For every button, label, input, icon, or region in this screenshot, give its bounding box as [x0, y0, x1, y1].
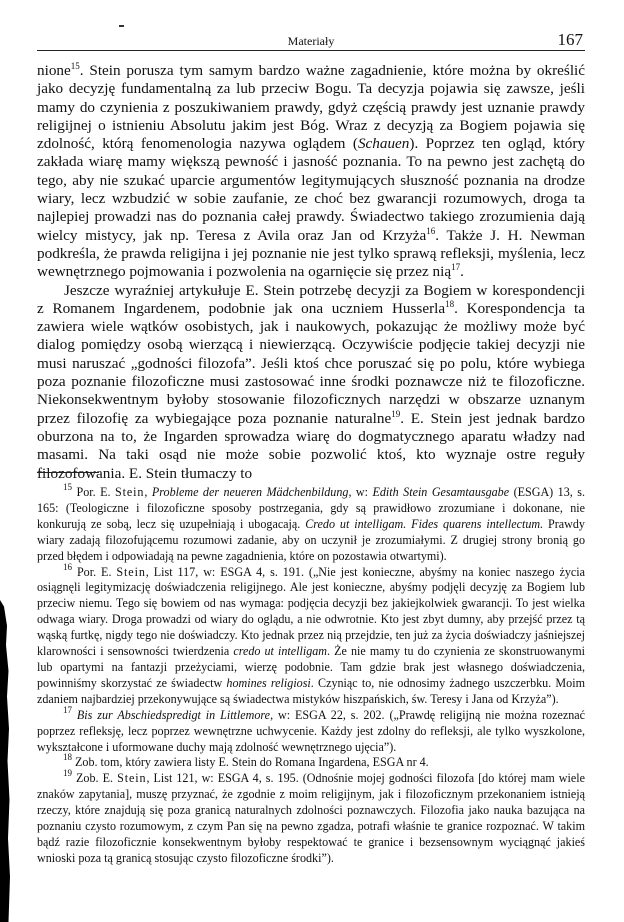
text-run: . Korespondencja ta zawiera wiele wątków osobistych, jak i naukowych, pokazując że możliwy może być dialog pomiędzy osobą wierzącą i niewierzącą. Oczywiście podjęcie takiej decyzji nie musi naruszać „godności filozofa”. Jeśli ktoś chce poruszać się po polu, które wybiega poza poznanie filozoficzne musi zastosować inne środki poznawcze niż te filozoficzne. Niekonsekwentnym byłoby stosowanie filozoficznych narzędzi w obszarze uznanym przez filozofię za wybiegające poza poznanie naturalne [37, 299, 585, 427]
footnote-number: 16 [63, 561, 72, 572]
footnote-15 [37, 482, 585, 565]
footnote-16 [37, 561, 585, 708]
text-run: , List 117, w: ESGA 4, s. 191. („Nie jest konieczne, abyśmy na koniec naszego życia osiągnęli legitymizację doświadczenia religijnego. Ale jest konieczne, abyśmy podjęli decyzję za Bogiem lub przeciw niemu. Tego się bowiem od nas wymaga: podjęcia decyzji bez jakiejkolwiek gwarancji. To jest wielka odwaga wiary. Droga prowadzi od wiary do oglądu, a nie odwrotnie. Kto jest zbyt dumny, aby przejść przez tą wąską furtkę, nigdy tego nie doświadczy. Kto jednak przez nią przejdzie, ten już za życia doświadczy jaśniejszej klarowności i sensowności twierdzenia [37, 564, 585, 659]
page-number: 167 [557, 30, 583, 49]
italic-text: Bis zur Abschiedspredigt in Littlemore [76, 707, 271, 722]
scan-edge-shadow [0, 600, 10, 922]
text-run: ). Poprzez ten ogląd, który zakłada wiarę mamy większą pewność i jasność poznania. To na pewno jest zachętą do tego, aby nie szukać uparcie argumentów legitymujących słuszność poznania na drodze wiary, lecz wzbudzić w sobie zaufanie, ze choć bez gwarancji rozumowych, droga ta najlepiej prowadzi nas do poznania całej prawdy. Świadectwo takiego zrozumienia dają wielcy mistycy, jak np. Teresa z Avila oraz Jan od Krzyża [37, 135, 585, 244]
paragraph [37, 282, 585, 483]
text-run: . [460, 263, 464, 281]
footnotes [37, 482, 585, 867]
author-name: Stein [117, 771, 147, 786]
text-run: . Stein porusza tym samym bardzo ważne zagadnienie, które można by określić jako decyzję fundamentalną za lub przeciw Bogu. Ta decyzja pojawia się zawsze, jeśli mamy do czynienia z poszukiwaniem prawdy, gdyż częścią prawdy jest uznanie prawdy religijnej o istnieniu Absolutu jakim jest Bóg. Wraz z decyzją za Bogiem pojawia się zdolność, którą fenomenologia nazywa oglądem ( [37, 62, 585, 153]
running-title: Materiały [287, 34, 335, 48]
text-run: , w: ESGA 22, s. 202. („Prawdę religijną nie można rozeznać poprzez refleksję, lecz poprzez wewnętrzne uchwycenie. Każdy jest zdolny do refleksji, ale tylko wyszkolone, wykształcone i uformowane duchy mają zdolność wewnętrznego ujęcia”). [37, 707, 585, 754]
italic-text: Probleme der neueren Mädchenbildung [151, 485, 349, 499]
italic-text: credo ut intelligam [233, 644, 328, 659]
footnote-reference[interactable]: 15 [70, 61, 80, 71]
text-run: , w: [348, 485, 373, 499]
footnote-17 [37, 704, 585, 756]
text-run: Zob. tom, który zawiera listy E. Stein do Romana Ingardena, ESGA nr 4. [75, 755, 429, 770]
footnote-number: 18 [63, 752, 72, 763]
text-run: Zob. E. [76, 771, 118, 786]
italic-text: homines religiosi [226, 675, 311, 690]
footnote-separator [37, 472, 99, 473]
main-body-text [37, 62, 585, 483]
text-run: nione [37, 62, 71, 79]
text-run: . Także J. H. Newman podkreśla, że prawda religijna i jej poznanie nie jest tylko sprawą refleksji, myślenia, lecz wewnętrznego pojmowania i pozwolenia na ogarnięcie się przez nią [37, 226, 585, 281]
text-run: Prawdy wiary zadają filozofującemu rozumowi zadanie, aby on uczynił je zrozumiałymi. Z drugiej strony bronią go przed błędem i odpowiadają na pewne zagadnienia, które on pozostawia otwartymi). [37, 516, 585, 563]
text-run: Por. E. [76, 485, 115, 499]
author-name: Stein [116, 564, 146, 579]
footnote-number: 19 [63, 768, 72, 779]
italic-text: Credo ut intelligam. Fides quarens intellectum. [305, 516, 544, 531]
text-run: . Że nie mamy tu do czynienia ze skonstruowanymi lub opartymi na fantazji przeżyciami, wierzę podobnie. Tam gdzie brak jest własnego doświadczenia, powinniśmy skorzystać ze świadectw [37, 644, 585, 690]
text-run: . Czyniąc to, nie odnosimy żadnego uszczerbku. Moim zdaniem najbardziej przekonywujące są świadectwa mistyków hiszpańskich, św. Teresy i Jana od Krzyża”). [37, 675, 585, 706]
footnote-reference[interactable]: 19 [391, 408, 401, 419]
footnote-18 [37, 752, 585, 771]
footnote-number: 17 [63, 704, 72, 715]
text-run: , [144, 485, 152, 499]
footnote-reference[interactable]: 17 [451, 262, 461, 273]
footnote-reference[interactable]: 18 [445, 298, 455, 309]
text-run: Jeszcze wyraźniej artykułuje E. Stein potrzebę decyzji za Bogiem w korespondencji z Romanem Ingardenem, podobnie jak ona uczniem Husserla [37, 281, 585, 317]
footnote-reference[interactable]: 16 [426, 225, 436, 236]
scan-speck [119, 25, 124, 27]
text-run: , List 121, w: ESGA 4, s. 195. (Odnośnie mojej godności filozofa [do której mam wiele znaków zapytania], muszę przyznać, że zgodnie z moim religijnym, jak i filozoficznym przekonaniem istnieją rzeczy, które znajdują się poza granicą naturalnych zdolności poznawczych. Filozofia jako nauka bazująca na poznaniu czysto rozumowym, z czym Pan się na pewno zgadza, potrafi właśnie te granice rozpoznać. W takim bądź razie filozoficznie konsekwentnym byłoby respektować te granice i bezsensownym wyciągnąć jakieś wnioski poza tą granicą stosując czysto filozoficzne środki”). [37, 771, 585, 865]
italic-text: Schauen [357, 135, 410, 153]
text-run: (ESGA) 13, s. 165: (Teologiczne i filozoficzne sposoby postrzegania, gdy są prawidłowo zrozumiane i dokonane, nie konkurują ze sobą, lecz się uzupełniają i ubogacają. [37, 485, 585, 531]
author-name: Stein [115, 485, 145, 499]
footnote-number: 15 [63, 482, 72, 492]
footnote-19 [37, 768, 585, 866]
paragraph [37, 62, 585, 282]
italic-text: Edith Stein Gesamtausgabe [372, 485, 510, 499]
text-run: . E. Stein jest jednak bardzo oburzona na to, że Ingarden sprowadza wiarę do dogmatycznego aparatu władzy nad masami. Na taki osąd nie może sobie pozwolić ktoś, kto wyznaje ostre reguły filozofowania. E. Stein tłumaczy to [37, 409, 585, 482]
running-header [37, 30, 585, 51]
text-run: Por. E. [76, 564, 117, 579]
